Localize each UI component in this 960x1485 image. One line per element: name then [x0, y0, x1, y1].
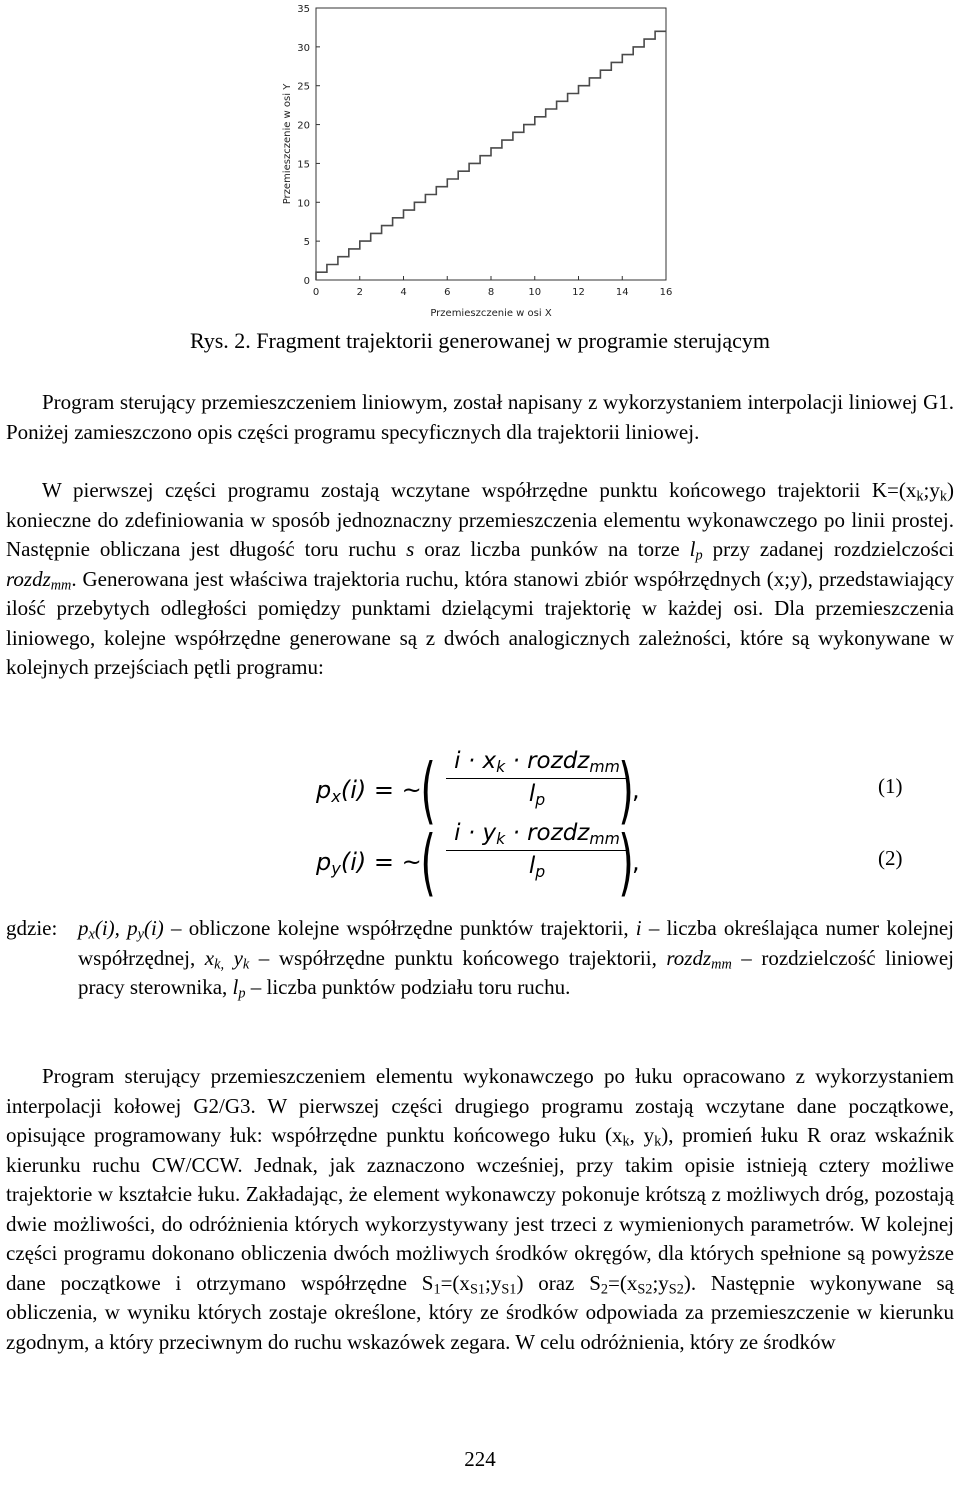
eq1-comma: ,: [632, 776, 640, 804]
y-tick-label: 15: [297, 159, 310, 171]
eq1-right-paren: ): [618, 748, 634, 832]
x-tick-label: 12: [572, 287, 585, 298]
y-tick-label: 20: [297, 120, 310, 132]
x-tick-label: 16: [659, 287, 673, 298]
p2-text-6: . Generowana jest właściwa trajektoria ruchu, która stanowi zbiór współrzędnych (x;y), przedstawiający ilość przebytych odległości pomiędzy punktami dzielącymi trajektorię w każdej osi. Dla przemieszczenia liniowego, kolejne współrzędne generowane są z dwóch analogicznych zależności, które są wykonywane w kolejnych przejściach pętli programu:: [6, 566, 954, 679]
chart-svg: [270, 0, 690, 325]
page-number: 224: [464, 1447, 496, 1471]
paragraph-3: Program sterujący przemieszczeniem elementu wykonawczego po łuku opracowano z wykorzystaniem interpolacji kołowej G2/G3. W pierwszej części drugiego programu zostają wczytane dane początkowe, opisujące programowany łuk: współrzędne punktu końcowego łuku ($x_k$, $y_k$), promień łuku R oraz wskaźnik kierunku ruchu CW/CCW. Jednak, jak zaznaczono wcześniej, przy takim opisie istnieją cztery możliwe trajektorie w kształcie łuku. Zakładając, że element wykonawczy pokonuje krótszą z możliwych dróg, pozostają dwie możliwości, do odróżnienia których wykorzystywany jest trzeci z wymienionych parametrów. W kolejnej części programu dokonano obliczenia dwóch możliwych środków okręgów, dla których spełnione są powyższe dane początkowe i otrzymano współrzędne $S_1=(x_{S1};y_{S1})$ oraz $S_2=(x_{S2};y_{S2})$. Następnie wykonywane są obliczenia, w wyniku których zostaje określone, który ze środków odpowiada za przemieszczenie w kierunku zgodnym, a który przeciwnym do ruchu wskazówek zegara. W celu odróżnienia, który ze środków: [6, 1064, 955, 1354]
eq1-numerator: $i \cdot x_k$ · rozdz$_{mm}$: [446, 748, 628, 779]
eq1-lhs: $p_x(i)$ = ~: [316, 776, 422, 807]
eq2-number: (2): [878, 846, 903, 870]
y-tick-label: 10: [297, 198, 310, 210]
x-tick-label: 8: [487, 287, 495, 298]
eq1-denominator: $l_p$: [528, 781, 546, 809]
p2-text-1: W pierwszej części programu zostają wczytane współrzędne punktu końcowego trajektorii K=(x: [42, 478, 917, 502]
figure-caption: Rys. 2. Fragment trajektorii generowanej w programie sterującym: [189, 328, 771, 353]
eq1-left-paren: (: [420, 748, 436, 832]
p2-text-4: oraz liczba punków na torze: [414, 537, 690, 561]
eq1-number: (1): [878, 774, 903, 798]
eq2-denominator: $l_p$: [528, 853, 546, 881]
x-tick-label: 4: [400, 287, 407, 298]
definitions-block: [6, 914, 954, 1003]
y-tick-label: 5: [303, 237, 310, 249]
x-tick-label: 2: [356, 287, 363, 298]
paragraph-2: [6, 476, 954, 683]
p2-var-l: l: [689, 537, 696, 561]
p2-sub-2: k: [939, 488, 947, 505]
p2-sub-1: k: [916, 488, 924, 505]
p2-text-5: przy zadanej rozdzielczości: [702, 537, 954, 561]
x-tick-label: 0: [312, 287, 320, 298]
p2-text-3: ) konieczne do zdefiniowania w sposób jednoznaczny przemieszczenia elementu wykonawczego po linii prostej. Następnie obliczana jest długość toru ruchu: [6, 478, 954, 561]
eq2-fraction: [446, 820, 628, 879]
x-tick-label: 14: [615, 287, 629, 298]
x-axis-label: Przemieszczenie w osi X: [430, 308, 552, 319]
eq2-comma: ,: [632, 848, 640, 876]
p2-sub-mm: mm: [50, 577, 72, 594]
p2-var-s: s: [406, 537, 415, 561]
y-axis-label: Przemieszczenie w osi Y: [282, 83, 293, 205]
equation-1: [0, 748, 960, 832]
trajectory-chart: [270, 0, 690, 325]
p2-var-rozdz: rozdz: [6, 566, 51, 591]
x-tick-label: 6: [444, 287, 451, 298]
eq1-fraction: [446, 748, 628, 807]
definitions-body: $p_x(i)$, $p_y(i)$ – obliczone kolejne współrzędne punktów trajektorii, i – liczba określająca numer kolejnej współrzędnej, $x_{k,}$ $y_k$ – współrzędne punktu końcowego trajektorii, rozdz$_{mm}$ – rozdzielczość liniowej pracy sterownika, $l_p$ – liczba punktów podziału toru ruchu.: [78, 916, 954, 1002]
y-tick-label: 30: [297, 42, 310, 54]
eq2-left-paren: (: [420, 820, 436, 904]
definitions-label: gdzie:: [6, 916, 58, 940]
y-tick-label: 0: [303, 276, 310, 287]
equation-2: [0, 820, 960, 904]
eq2-right-paren: ): [618, 820, 634, 904]
p2-sub-p: p: [695, 547, 703, 564]
eq2-lhs: $p_y(i)$ = ~: [316, 848, 422, 879]
eq2-numerator: $i \cdot y_k$ · rozdz$_{mm}$: [446, 820, 628, 851]
plot-area: [316, 8, 666, 280]
y-tick-label: 25: [297, 81, 310, 93]
paragraph-1: [6, 388, 954, 447]
y-tick-label: 35: [297, 4, 310, 15]
p1-text: Program sterujący przemieszczeniem liniowym, został napisany z wykorzystaniem interpolacji liniowej G1. Poniżej zamieszczono opis części programu specyficznych dla trajektorii liniowej.: [6, 390, 954, 444]
p2-text-2: ;y: [923, 478, 940, 502]
x-tick-label: 10: [528, 287, 542, 298]
